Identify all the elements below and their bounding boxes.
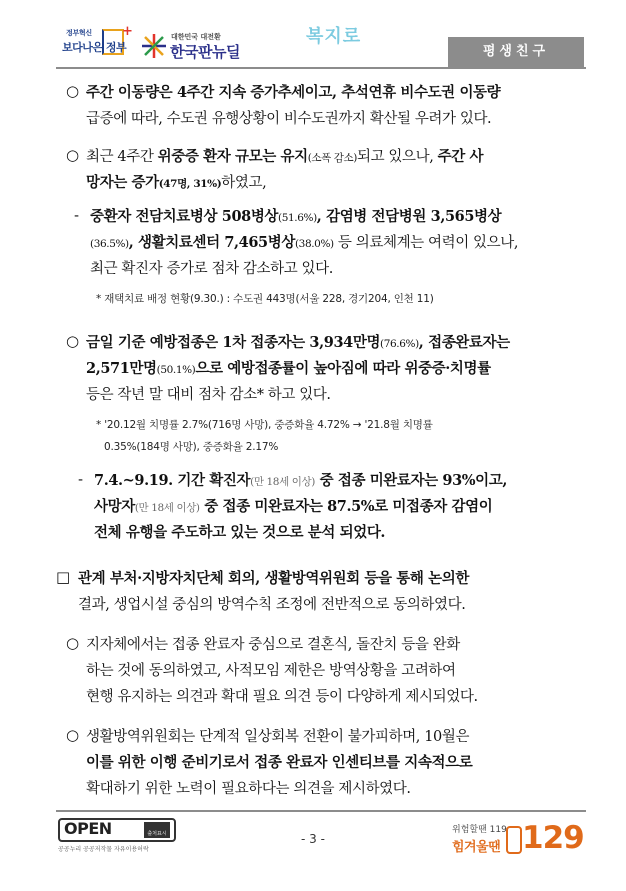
section-consult-l2: 결과, 생업시설 중심의 방역수칙 조정에 전반적으로 동의하였다. (78, 597, 466, 613)
bullet-committee-l3: 확대하기 위한 노력이 필요하다는 의견을 제시하였다. (86, 781, 411, 797)
bullet-mobility-l1: 주간 이동량은 4주간 지속 증가추세이고, 추석연휴 비수도권 이동량 (86, 84, 501, 101)
circle-bullet-icon: ○ (66, 82, 80, 100)
plus-icon: + (122, 24, 133, 39)
footer-divider (56, 810, 586, 812)
note-fatality-l1: * '20.12월 치명률 2.7%(716명 사망), 중증화율 4.72% → '21.8월 치명률 (96, 419, 433, 431)
circle-bullet-icon: ○ (66, 726, 80, 744)
page-header (0, 0, 626, 80)
note-home-care: * 재택치료 배정 현황(9.30.) : 수도권 443명(서울 228, 경기204, 인천 11) (96, 293, 434, 305)
phone-icon (506, 826, 522, 854)
logo1-small: 정부혁신 (66, 29, 92, 37)
logo2-big: 한국판뉴딜 (170, 43, 240, 61)
bullet-committee-l1: 생활방역위원회는 단계적 일상회복 전환이 불가피하며, 10월은 (86, 729, 470, 745)
dash-bullet-icon: - (74, 208, 80, 224)
hotline-number: 129 (522, 820, 584, 856)
circle-bullet-icon: ○ (66, 634, 80, 652)
section-consult-l1: 관계 부처·지방자치단체 회의, 생활방역위원회 등을 통해 논의한 (78, 570, 469, 587)
bullet-vaccine-l2: 2,571만명(50.1%)으로 예방접종률이 높아짐에 따라 위중증·치명률 (86, 360, 491, 377)
bullet-severe-l2: 망자는 증가(47명, 31%)하였고, (86, 174, 267, 191)
bokjiro-logo: 복지로 (306, 26, 362, 47)
dash-bullet-icon: - (78, 472, 84, 488)
bullet-local-gov-l1: 지자체에서는 접종 완료자 중심으로 결혼식, 돌잔치 등을 완화 (86, 637, 460, 653)
note-fatality-l2: 0.35%(184명 사망), 중증화율 2.17% (104, 441, 279, 453)
logo2-small: 대한민국 대전환 (171, 33, 221, 41)
page-number: - 3 - (301, 832, 325, 846)
bullet-committee-l2: 이를 위한 이행 준비기로서 접종 완료자 인센티브를 지속적으로 (86, 754, 473, 771)
hotline-119-text: 위험할땐 119 (452, 825, 507, 835)
hotline-hard-text: 힘겨울땐 (452, 840, 501, 855)
header-divider (56, 67, 586, 69)
logo1-big: 보다나은 정부 (62, 41, 127, 54)
bullet-local-gov-l2: 하는 것에 동의하였고, 사적모임 제한은 방역상황을 고려하여 (86, 663, 456, 679)
bullet-mobility-l2: 급증에 따라, 수도권 유행상황이 비수도권까지 확산될 우려가 있다. (86, 111, 492, 127)
dash-unvaccinated-l1: 7.4.~9.19. 기간 확진자(만 18세 이상) 중 접종 미완료자는 93%이고, (94, 472, 508, 489)
new-deal-mark-icon (140, 32, 168, 60)
dash-beds-l3: 최근 확진자 증가로 점차 감소하고 있다. (90, 261, 333, 277)
open-caption: 공공누리 공공저작물 자유이용허락 (58, 846, 149, 853)
hotline-129-logo (452, 818, 582, 862)
gov-innovation-logo (62, 24, 133, 64)
square-bullet-icon: □ (56, 568, 71, 586)
bullet-vaccine-l1: 금일 기준 예방접종은 1차 접종자는 3,934만명(76.6%), 접종완료자는 (86, 334, 510, 351)
lifelong-friend-tab: 평생친구 (448, 37, 584, 67)
dash-unvaccinated-l2: 사망자(만 18세 이상) 중 접종 미완료자는 87.5%로 미접종자 감염이 (94, 498, 493, 515)
bullet-vaccine-l3: 등은 작년 말 대비 점차 감소* 하고 있다. (86, 387, 331, 403)
dash-unvaccinated-l3: 전체 유행을 주도하고 있는 것으로 분석 되었다. (94, 524, 386, 541)
attribution-icon: 출처표시 (144, 822, 170, 838)
dash-beds-l1: 중환자 전담치료병상 508병상(51.6%), 감염병 전담병원 3,565병상 (90, 208, 502, 225)
dash-beds-l2: (36.5%), 생활치료센터 7,465병상(38.0%) 등 의료체계는 여력이 있으나, (90, 234, 519, 251)
kogl-open-badge (58, 818, 176, 854)
bullet-local-gov-l3: 현행 유지하는 의견과 확대 필요 의견 등이 다양하게 제시되었다. (86, 689, 478, 705)
circle-bullet-icon: ○ (66, 332, 80, 350)
new-deal-logo (140, 30, 265, 64)
open-label: OPEN (64, 819, 112, 838)
circle-bullet-icon: ○ (66, 146, 80, 164)
bullet-severe-l1: 최근 4주간 위중증 환자 규모는 유지(소폭 감소)되고 있으나, 주간 사 (86, 148, 484, 165)
